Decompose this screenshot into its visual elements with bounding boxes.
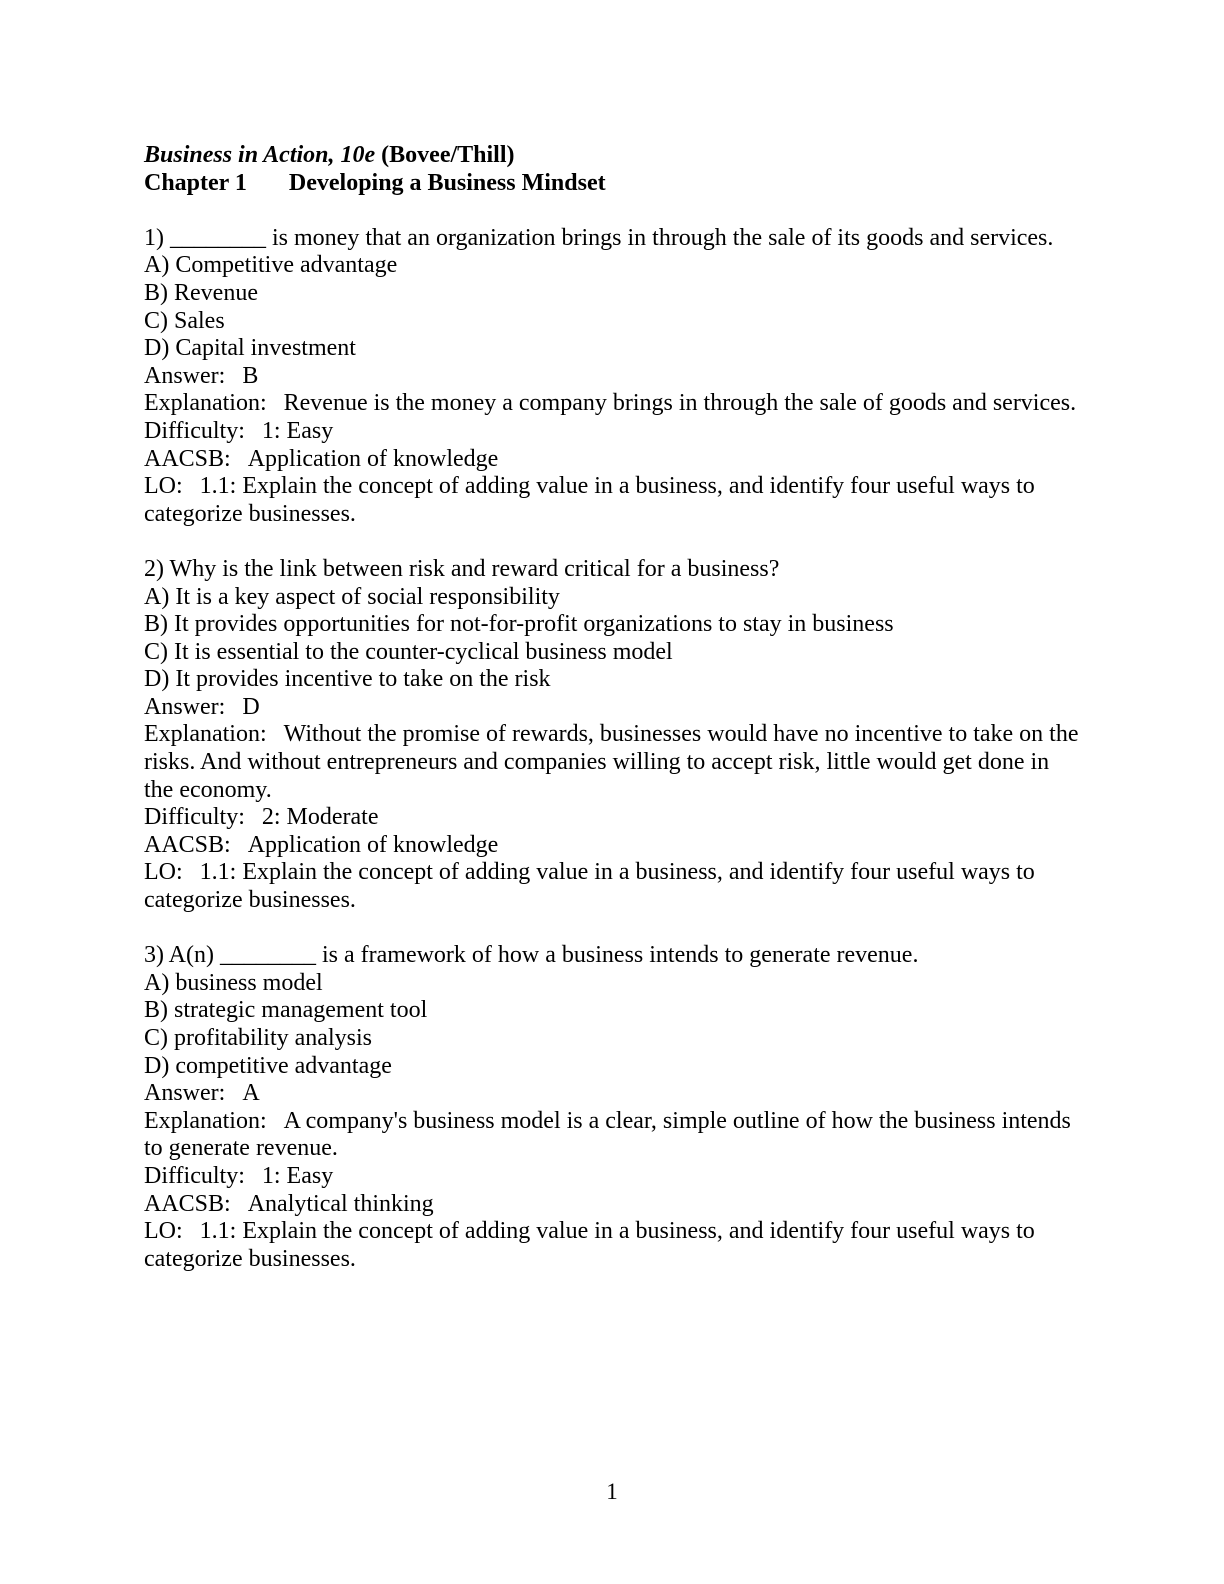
aacsb-line [144, 1191, 1084, 1219]
choice-option: C) Sales [144, 307, 225, 334]
document-header [144, 142, 1084, 197]
answer-line [144, 1080, 1084, 1108]
book-authors: (Bovee/Thill) [375, 142, 515, 168]
aacsb-value: Application of knowledge [247, 831, 499, 858]
explanation-text: A company's business model is a clear, simple outline of how the business intends to generate revenue. [144, 1107, 1077, 1162]
chapter-title: Developing a Business Mindset [288, 169, 606, 196]
question-stem: 1) ________ is money that an organization brings in through the sale of its goods and services. [144, 224, 1054, 251]
explanation-text: Without the promise of rewards, businesses would have no incentive to take on the risks. And without entrepreneurs and companies willing to accept risk, little would get done in the economy. [144, 721, 1085, 803]
difficulty-line [144, 418, 1084, 446]
difficulty-value: 1: Easy [261, 417, 334, 444]
choice-option: D) competitive advantage [144, 1052, 392, 1079]
difficulty-line [144, 804, 1084, 832]
choice-option: C) profitability analysis [144, 1025, 372, 1051]
choice-option: A) Competitive advantage [144, 252, 398, 279]
question-block-3 [144, 942, 1084, 1273]
question-stem: 3) A(n) ________ is a framework of how a business intends to generate revenue. [144, 942, 919, 969]
explanation-label: Explanation: [144, 721, 267, 748]
aacsb-label: AACSB: [144, 445, 231, 472]
question-block-1 [144, 225, 1084, 529]
choice-option: D) It provides incentive to take on the risk [144, 666, 551, 693]
explanation-label: Explanation: [144, 390, 267, 417]
answer-value: D [242, 693, 260, 720]
lo-text: 1.1: Explain the concept of adding value in a business, and identify four useful ways to categorize businesses. [144, 473, 1041, 527]
explanation-line [144, 721, 1084, 804]
explanation-text: Revenue is the money a company brings in through the sale of goods and services. [283, 390, 1077, 417]
explanation-line [144, 390, 1084, 418]
aacsb-label: AACSB: [144, 831, 231, 858]
difficulty-label: Difficulty: [144, 1162, 245, 1189]
question-stem: 2) Why is the link between risk and reward critical for a business? [144, 555, 780, 582]
answer-label: Answer: [144, 693, 226, 720]
lo-text: 1.1: Explain the concept of adding value in a business, and identify four useful ways to categorize businesses. [144, 1218, 1041, 1272]
page-content [144, 142, 1084, 1273]
lo-label: LO: [144, 1218, 183, 1245]
choice-option: B) Revenue [144, 279, 258, 306]
answer-value: B [242, 362, 259, 389]
choice-option: A) business model [144, 969, 323, 996]
choice-option: C) It is essential to the counter-cyclical business model [144, 638, 673, 665]
lo-label: LO: [144, 859, 183, 886]
difficulty-line [144, 1163, 1084, 1191]
answer-value: A [242, 1080, 260, 1107]
difficulty-label: Difficulty: [144, 804, 245, 831]
aacsb-line [144, 446, 1084, 474]
explanation-label: Explanation: [144, 1107, 267, 1134]
choice-option: B) strategic management tool [144, 997, 428, 1024]
choice-option: B) It provides opportunities for not-for-profit organizations to stay in business [144, 611, 894, 638]
aacsb-line [144, 832, 1084, 860]
aacsb-value: Analytical thinking [247, 1190, 434, 1217]
book-title: Business in Action, 10e [144, 142, 376, 168]
difficulty-value: 1: Easy [261, 1162, 334, 1189]
lo-text: 1.1: Explain the concept of adding value in a business, and identify four useful ways to categorize businesses. [144, 859, 1041, 914]
choice-option: D) Capital investment [144, 335, 356, 362]
answer-label: Answer: [144, 1080, 226, 1107]
answer-line [144, 363, 1084, 391]
lo-line [144, 473, 1084, 528]
lo-line [144, 859, 1084, 914]
explanation-line [144, 1108, 1084, 1163]
difficulty-label: Difficulty: [144, 417, 245, 444]
page-number: 1 [606, 1479, 618, 1504]
chapter-label: Chapter 1 [144, 169, 247, 196]
chapter-heading [144, 170, 1084, 198]
book-title-line [144, 142, 1084, 170]
lo-line [144, 1218, 1084, 1273]
question-block-2 [144, 556, 1084, 915]
answer-line [144, 694, 1084, 722]
answer-label: Answer: [144, 362, 226, 389]
aacsb-label: AACSB: [144, 1190, 231, 1217]
choice-option: A) It is a key aspect of social responsibility [144, 583, 560, 610]
aacsb-value: Application of knowledge [247, 445, 499, 472]
lo-label: LO: [144, 473, 183, 500]
difficulty-value: 2: Moderate [261, 804, 379, 831]
